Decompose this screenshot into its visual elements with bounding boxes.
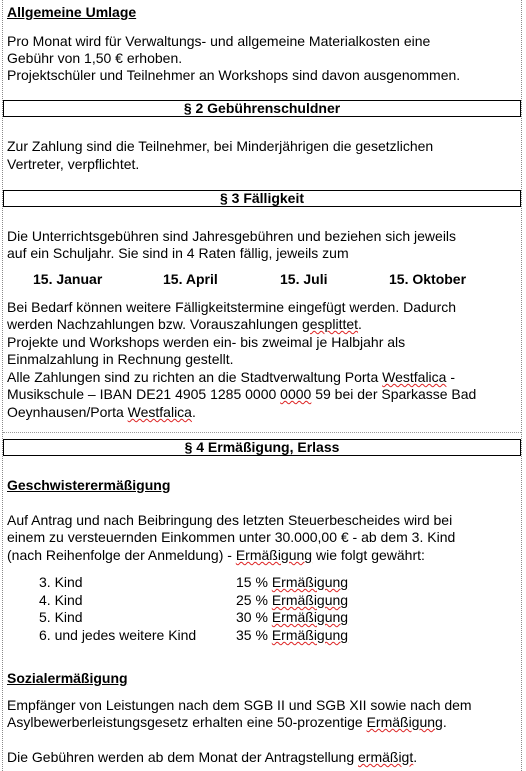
due-date-1: 15. Januar bbox=[33, 271, 103, 287]
section-4-title: § 4 Ermäßigung, Erlass bbox=[3, 439, 521, 456]
geschwister-heading: Geschwisterermäßigung bbox=[7, 477, 171, 493]
sozial-line-1: Empfänger von Leistungen nach dem SGB II und SGB XII sowie nach dem bbox=[7, 697, 472, 713]
discount-kind-2: 4. Kind bbox=[39, 592, 83, 608]
discount-kind-1: 3. Kind bbox=[39, 574, 83, 590]
discount-pct-2: 25 % Ermäßigung bbox=[236, 592, 349, 608]
geschwister-line-1: Auf Antrag und nach Beibringung des letzten Steuerbescheides wird bei bbox=[7, 512, 453, 528]
section-2-line-1: Zur Zahlung sind die Teilnehmer, bei Minderjährigen die gesetzlichen bbox=[7, 138, 434, 154]
section-3-title: § 3 Fälligkeit bbox=[3, 190, 521, 207]
section-3-intro-2: auf ein Schuljahr. Sie sind in 4 Raten fällig, jeweils zum bbox=[7, 245, 349, 261]
discount-pct-1: 15 % Ermäßigung bbox=[236, 574, 349, 590]
section-3-p2-line-2: Einmalzahlung in Rechnung gestellt. bbox=[7, 351, 234, 367]
section-3-intro-1: Die Unterrichtsgebühren sind Jahresgebühren und beziehen sich jeweils bbox=[7, 228, 457, 244]
section-2-title: § 2 Gebührenschuldner bbox=[3, 100, 521, 117]
page-break-line bbox=[3, 432, 521, 433]
umlage-line-1: Pro Monat wird für Verwaltungs- und allgemeine Materialkosten eine bbox=[7, 33, 431, 49]
discount-pct-3: 30 % Ermäßigung bbox=[236, 609, 349, 625]
discount-pct-4: 35 % Ermäßigung bbox=[236, 627, 349, 643]
section-2-line-2: Vertreter, verpflichtet. bbox=[7, 156, 140, 172]
discount-kind-4: 6. und jedes weitere Kind bbox=[39, 627, 197, 643]
sozial-line-2: Asylbewerberleistungsgesetz erhalten eine 50-prozentige Ermäßigung. bbox=[7, 714, 447, 730]
discount-kind-3: 5. Kind bbox=[39, 609, 83, 625]
section-3-p2-line-1: Projekte und Workshops werden ein- bis zweimal je Halbjahr als bbox=[7, 334, 406, 350]
section-3-p3-line-2: Musikschule – IBAN DE21 4905 1285 0000 0000 59 bei der Sparkasse Bad bbox=[7, 386, 477, 402]
geschwister-line-3: (nach Reihenfolge der Anmeldung) - Ermäßigung wie folgt gewährt: bbox=[7, 547, 425, 563]
section-3-p3-line-1: Alle Zahlungen sind zu richten an die Stadtverwaltung Porta Westfalica - bbox=[7, 369, 456, 385]
section-3-p1-line-1: Bei Bedarf können weitere Fälligkeitstermine eingefügt werden. Dadurch bbox=[7, 299, 457, 315]
umlage-line-2: Gebühr von 1,50 € erhoben. bbox=[7, 50, 183, 66]
sozial-heading: Sozialermäßigung bbox=[7, 670, 128, 686]
geschwister-line-2: einem zu versteuernden Einkommen unter 30.000,00 € - ab dem 3. Kind bbox=[7, 529, 456, 545]
due-date-3: 15. Juli bbox=[280, 271, 328, 287]
section-3-p3-line-3: Oeynhausen/Porta Westfalica. bbox=[7, 404, 196, 420]
section-3-p1-line-2: werden Nachzahlungen bzw. Vorauszahlungen gesplittet. bbox=[7, 316, 362, 332]
final-line: Die Gebühren werden ab dem Monat der Antragstellung ermäßigt. bbox=[7, 749, 418, 765]
umlage-line-3: Projektschüler und Teilnehmer an Workshops sind davon ausgenommen. bbox=[7, 67, 461, 83]
due-date-4: 15. Oktober bbox=[389, 271, 467, 287]
document-page bbox=[2, 0, 522, 771]
due-date-2: 15. April bbox=[163, 271, 218, 287]
umlage-heading: Allgemeine Umlage bbox=[7, 4, 137, 20]
